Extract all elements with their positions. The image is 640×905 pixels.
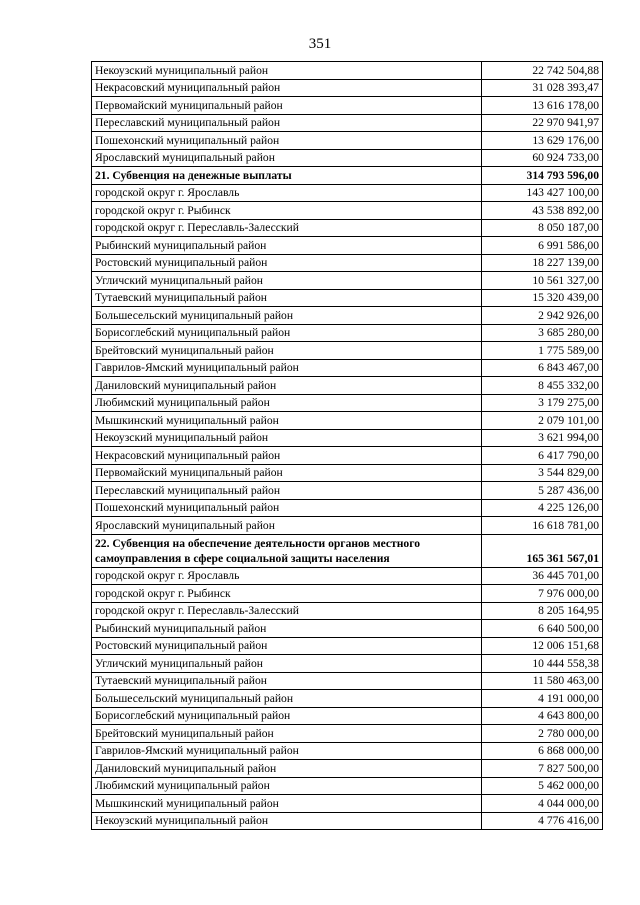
amount-cell: 143 427 100,00 <box>482 184 603 202</box>
table-row <box>92 464 603 482</box>
amount-cell: 2 079 101,00 <box>482 412 603 430</box>
table-row <box>92 499 603 517</box>
section-row <box>92 534 603 567</box>
municipality-name: Даниловский муниципальный район <box>92 760 482 778</box>
table-row <box>92 602 603 620</box>
municipality-name: Переславский муниципальный район <box>92 114 482 132</box>
amount-cell: 60 924 733,00 <box>482 149 603 167</box>
table-row <box>92 585 603 603</box>
table-row <box>92 637 603 655</box>
table-row <box>92 97 603 115</box>
municipality-name: Гаврилов-Ямский муниципальный район <box>92 359 482 377</box>
table-row <box>92 482 603 500</box>
table-row <box>92 707 603 725</box>
table-row <box>92 202 603 220</box>
amount-cell: 5 462 000,00 <box>482 777 603 795</box>
table-row <box>92 272 603 290</box>
municipality-name: Брейтовский муниципальный район <box>92 725 482 743</box>
table-row <box>92 307 603 325</box>
municipality-name: Ростовский муниципальный район <box>92 637 482 655</box>
municipality-name: Гаврилов-Ямский муниципальный район <box>92 742 482 760</box>
municipality-name: Угличский муниципальный район <box>92 272 482 290</box>
municipality-name: городской округ г. Рыбинск <box>92 585 482 603</box>
amount-cell: 31 028 393,47 <box>482 79 603 97</box>
amount-cell: 3 685 280,00 <box>482 324 603 342</box>
amount-cell: 4 776 416,00 <box>482 812 603 830</box>
amount-cell: 10 444 558,38 <box>482 655 603 673</box>
amount-cell: 3 621 994,00 <box>482 429 603 447</box>
municipality-name: Любимский муниципальный район <box>92 777 482 795</box>
table-row <box>92 567 603 585</box>
section-total: 314 793 596,00 <box>482 167 603 185</box>
table-row <box>92 342 603 360</box>
municipality-name: Угличский муниципальный район <box>92 655 482 673</box>
table-row <box>92 219 603 237</box>
section-total: 165 361 567,01 <box>482 534 603 567</box>
municipality-name: Некрасовский муниципальный район <box>92 447 482 465</box>
municipality-name: Рыбинский муниципальный район <box>92 620 482 638</box>
amount-cell: 8 050 187,00 <box>482 219 603 237</box>
table-row <box>92 289 603 307</box>
municipality-name: Пошехонский муниципальный район <box>92 499 482 517</box>
municipality-name: Большесельский муниципальный район <box>92 690 482 708</box>
table-row <box>92 237 603 255</box>
section-title: 22. Субвенция на обеспечение деятельности органов местного самоуправления в сфере социальной защиты населения <box>92 534 482 567</box>
municipality-name: Первомайский муниципальный район <box>92 464 482 482</box>
municipality-name: Даниловский муниципальный район <box>92 377 482 395</box>
table-row <box>92 655 603 673</box>
page-number: 351 <box>308 36 332 52</box>
municipality-name: Ростовский муниципальный район <box>92 254 482 272</box>
table-row <box>92 760 603 778</box>
municipality-name: Тутаевский муниципальный район <box>92 289 482 307</box>
budget-table-body <box>92 62 603 830</box>
table-row <box>92 184 603 202</box>
amount-cell: 22 970 941,97 <box>482 114 603 132</box>
amount-cell: 6 843 467,00 <box>482 359 603 377</box>
municipality-name: Некоузский муниципальный район <box>92 62 482 80</box>
municipality-name: Ярославский муниципальный район <box>92 517 482 535</box>
amount-cell: 16 618 781,00 <box>482 517 603 535</box>
municipality-name: Мышкинский муниципальный район <box>92 795 482 813</box>
table-row <box>92 812 603 830</box>
table-row <box>92 429 603 447</box>
municipality-name: городской округ г. Рыбинск <box>92 202 482 220</box>
municipality-name: Пошехонский муниципальный район <box>92 132 482 150</box>
municipality-name: Борисоглебский муниципальный район <box>92 707 482 725</box>
municipality-name: Рыбинский муниципальный район <box>92 237 482 255</box>
table-row <box>92 79 603 97</box>
municipality-name: Борисоглебский муниципальный район <box>92 324 482 342</box>
municipality-name: Некрасовский муниципальный район <box>92 79 482 97</box>
amount-cell: 6 417 790,00 <box>482 447 603 465</box>
table-row <box>92 690 603 708</box>
municipality-name: Брейтовский муниципальный район <box>92 342 482 360</box>
amount-cell: 7 827 500,00 <box>482 760 603 778</box>
amount-cell: 8 455 332,00 <box>482 377 603 395</box>
amount-cell: 7 976 000,00 <box>482 585 603 603</box>
amount-cell: 43 538 892,00 <box>482 202 603 220</box>
table-row <box>92 359 603 377</box>
table-row <box>92 777 603 795</box>
amount-cell: 11 580 463,00 <box>482 672 603 690</box>
municipality-name: Мышкинский муниципальный район <box>92 412 482 430</box>
amount-cell: 4 044 000,00 <box>482 795 603 813</box>
table-row <box>92 725 603 743</box>
table-row <box>92 132 603 150</box>
amount-cell: 13 629 176,00 <box>482 132 603 150</box>
amount-cell: 22 742 504,88 <box>482 62 603 80</box>
amount-cell: 3 179 275,00 <box>482 394 603 412</box>
amount-cell: 15 320 439,00 <box>482 289 603 307</box>
table-row <box>92 795 603 813</box>
amount-cell: 10 561 327,00 <box>482 272 603 290</box>
table-row <box>92 742 603 760</box>
amount-cell: 12 006 151,68 <box>482 637 603 655</box>
table-row <box>92 394 603 412</box>
amount-cell: 2 780 000,00 <box>482 725 603 743</box>
amount-cell: 2 942 926,00 <box>482 307 603 325</box>
amount-cell: 13 616 178,00 <box>482 97 603 115</box>
amount-cell: 1 775 589,00 <box>482 342 603 360</box>
municipality-name: Некоузский муниципальный район <box>92 812 482 830</box>
amount-cell: 4 643 800,00 <box>482 707 603 725</box>
table-row <box>92 114 603 132</box>
amount-cell: 3 544 829,00 <box>482 464 603 482</box>
municipality-name: городской округ г. Ярославль <box>92 567 482 585</box>
table-row <box>92 517 603 535</box>
municipality-name: Некоузский муниципальный район <box>92 429 482 447</box>
municipality-name: городской округ г. Ярославль <box>92 184 482 202</box>
table-row <box>92 377 603 395</box>
table-row <box>92 620 603 638</box>
amount-cell: 6 640 500,00 <box>482 620 603 638</box>
municipality-name: Переславский муниципальный район <box>92 482 482 500</box>
municipality-name: Любимский муниципальный район <box>92 394 482 412</box>
table-row <box>92 412 603 430</box>
amount-cell: 6 991 586,00 <box>482 237 603 255</box>
table-row <box>92 149 603 167</box>
municipality-name: Тутаевский муниципальный район <box>92 672 482 690</box>
table-row <box>92 254 603 272</box>
section-title: 21. Субвенция на денежные выплаты <box>92 167 482 185</box>
municipality-name: Первомайский муниципальный район <box>92 97 482 115</box>
budget-table <box>91 61 603 830</box>
amount-cell: 5 287 436,00 <box>482 482 603 500</box>
amount-cell: 6 868 000,00 <box>482 742 603 760</box>
table-row <box>92 324 603 342</box>
amount-cell: 4 191 000,00 <box>482 690 603 708</box>
municipality-name: городской округ г. Переславль-Залесский <box>92 602 482 620</box>
municipality-name: Ярославский муниципальный район <box>92 149 482 167</box>
table-row <box>92 672 603 690</box>
municipality-name: Большесельский муниципальный район <box>92 307 482 325</box>
table-row <box>92 447 603 465</box>
amount-cell: 36 445 701,00 <box>482 567 603 585</box>
municipality-name: городской округ г. Переславль-Залесский <box>92 219 482 237</box>
table-row <box>92 62 603 80</box>
amount-cell: 8 205 164,95 <box>482 602 603 620</box>
amount-cell: 4 225 126,00 <box>482 499 603 517</box>
amount-cell: 18 227 139,00 <box>482 254 603 272</box>
section-row <box>92 167 603 185</box>
